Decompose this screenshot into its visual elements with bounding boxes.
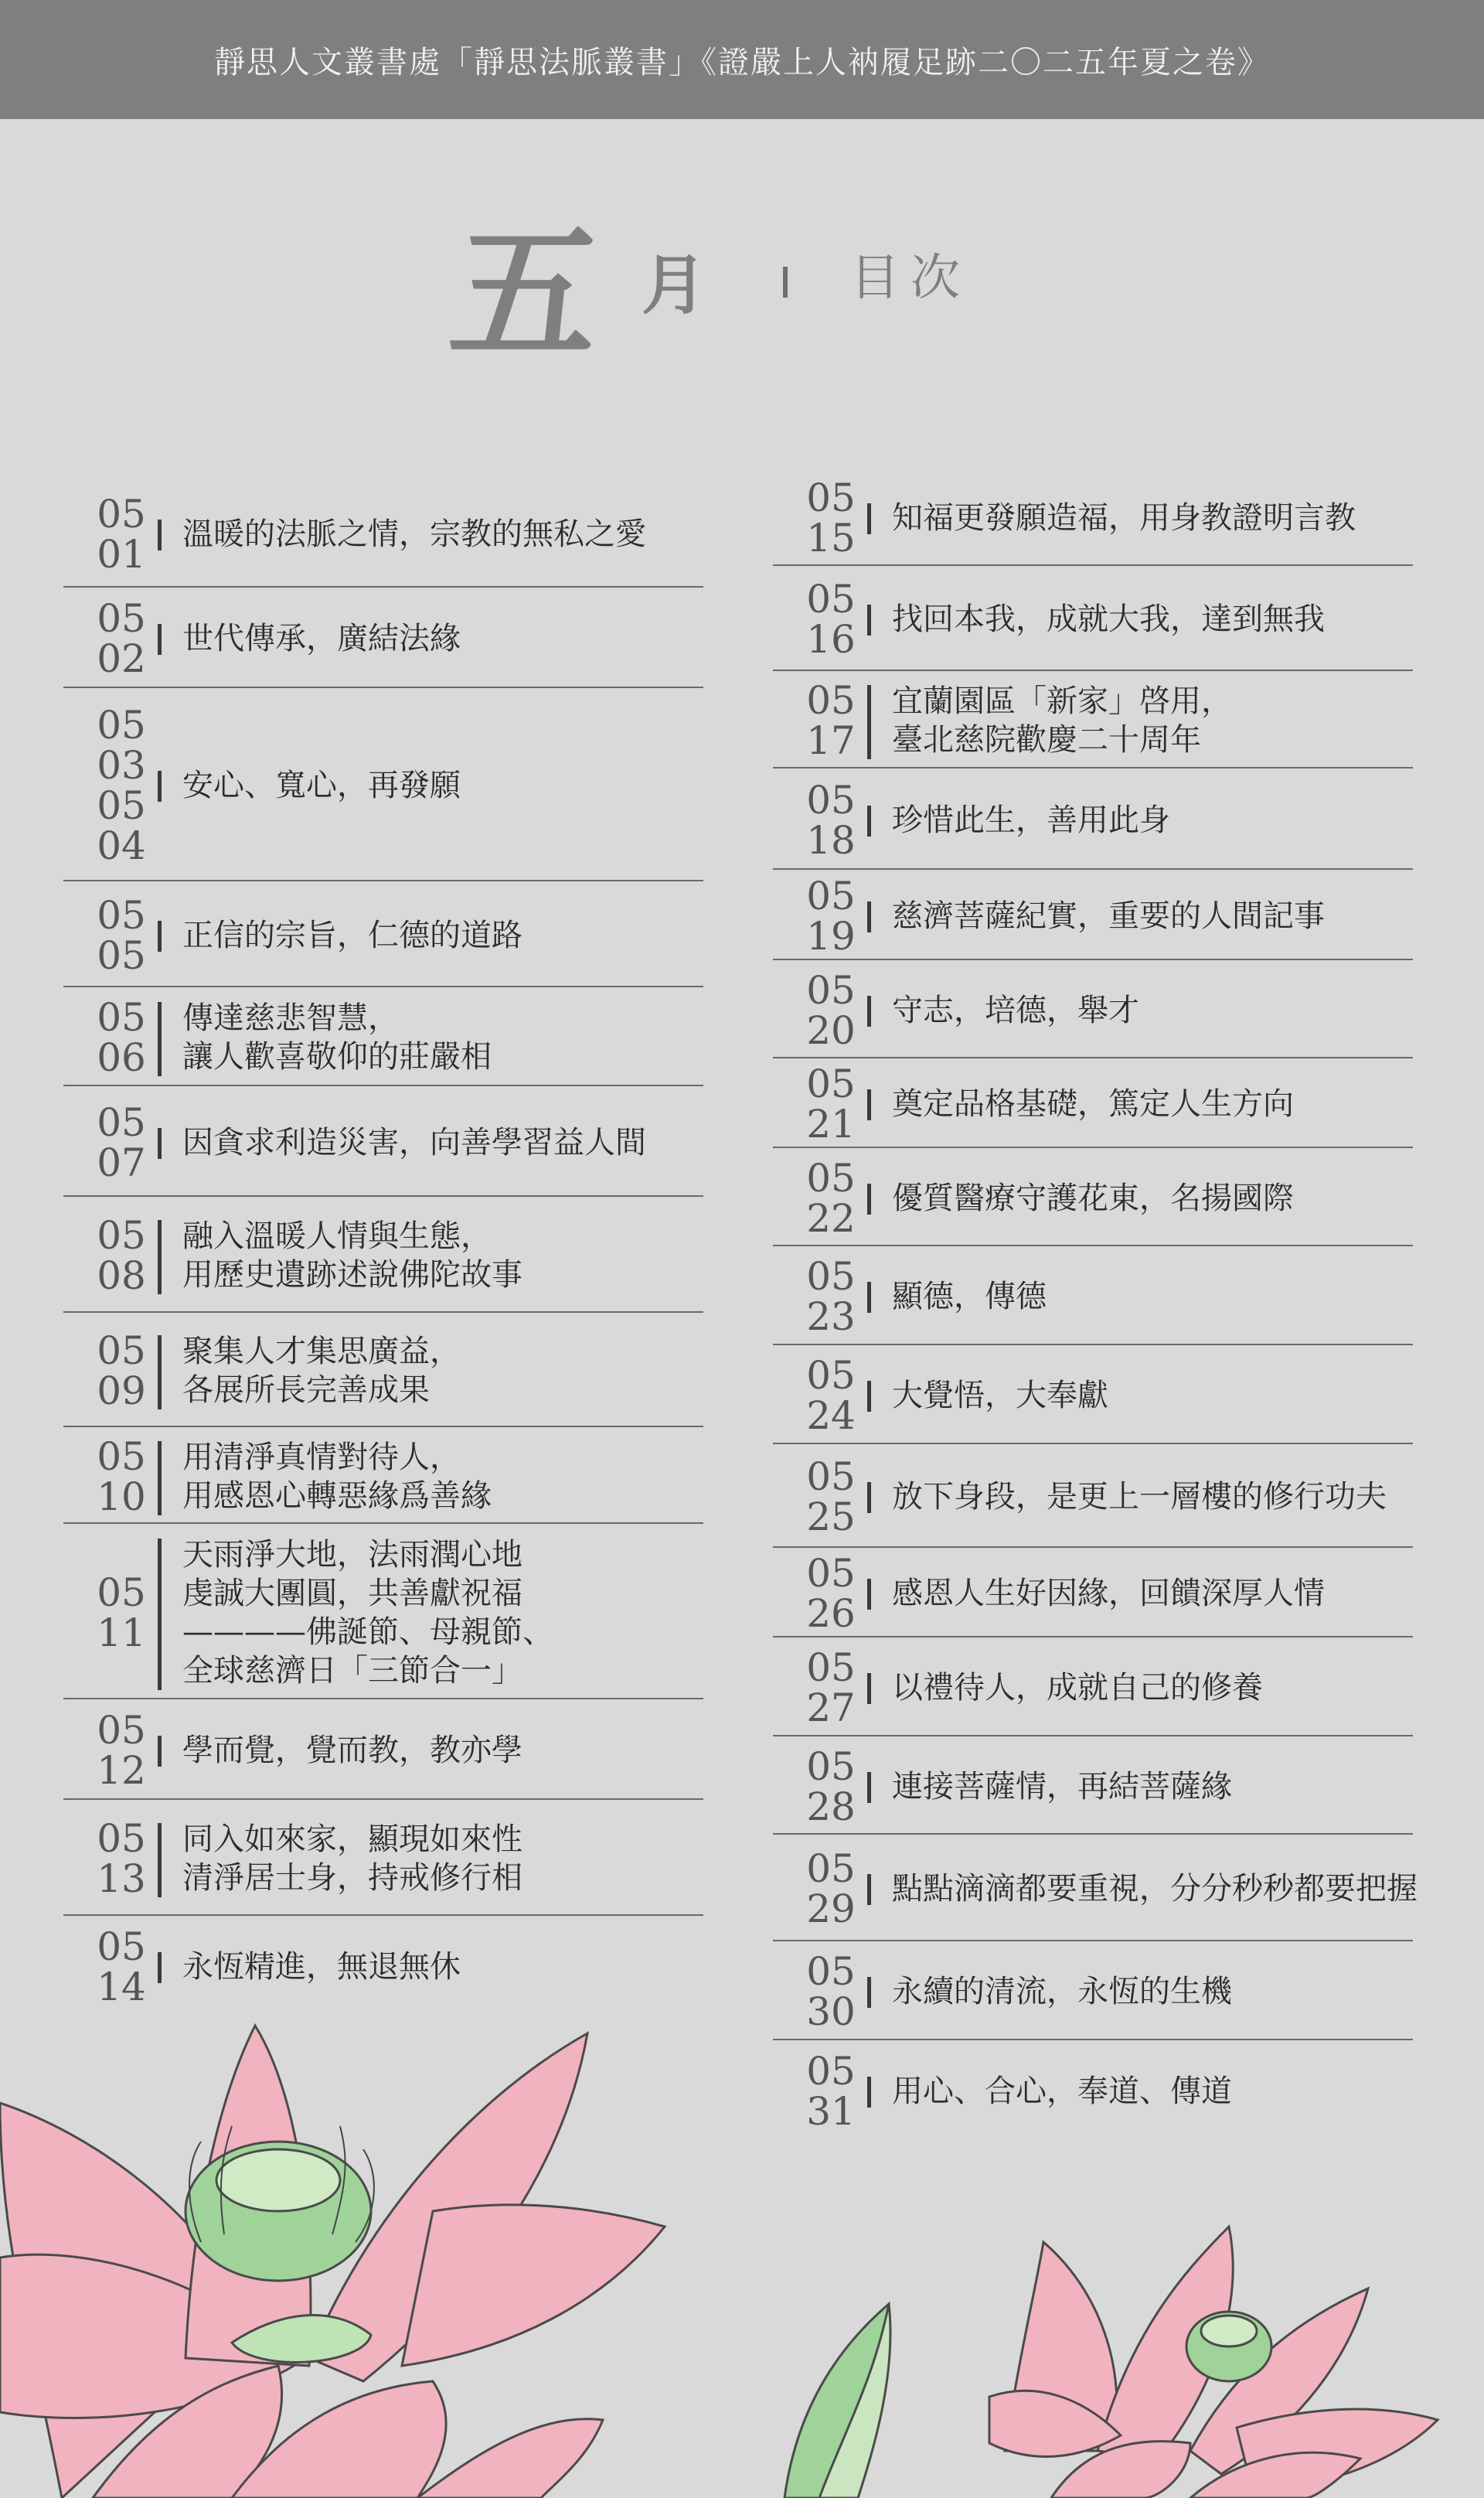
entry-day: 29 (806, 1886, 856, 1931)
entry-month: 05 (97, 1816, 146, 1861)
toc-entry[interactable] (773, 671, 1413, 768)
entry-title (182, 1217, 727, 1294)
toc-entry[interactable] (773, 1736, 1413, 1835)
entry-month: 05 (806, 1551, 856, 1596)
entry-date (94, 1818, 148, 1899)
entry-month: 05 (806, 777, 856, 823)
entry-month: 05 (97, 1708, 146, 1753)
entry-month: 05 (97, 492, 146, 537)
entry-title (892, 1869, 1436, 1908)
entry-title-line: 知福更發願造福，用身教證明言教 (892, 499, 1356, 536)
entry-divider (867, 1089, 871, 1120)
entry-title-line: 連接菩薩情，再結菩薩緣 (892, 1768, 1232, 1804)
entry-day: 01 (97, 532, 146, 577)
series-title: 靜思人文叢書處「靜思法脈叢書」《證嚴上人衲履足跡二〇二五年夏之卷》 (214, 44, 1270, 80)
entry-month: 05 (806, 1254, 856, 1299)
entry-month: 05 (806, 1645, 856, 1690)
toc-entry[interactable] (63, 1313, 703, 1427)
entry-day: 26 (806, 1591, 856, 1636)
entry-title (892, 2072, 1436, 2111)
entry-title (892, 1477, 1436, 1516)
entry-title (182, 1332, 727, 1409)
toc-label: 目次 (850, 250, 971, 307)
entry-title-line: 永續的清流，永恆的生機 (892, 1974, 1232, 2009)
entry-title-line: 聚集人才集思廣益， (182, 1334, 461, 1369)
entry-divider (867, 1381, 871, 1412)
entry-title (892, 801, 1436, 840)
entry-title-line: 傳達慈悲智慧， (182, 1000, 399, 1036)
entry-day: 21 (806, 1102, 856, 1147)
entry-month: 05 (97, 783, 146, 828)
entry-title-line: 學而覺，覺而教，教亦學 (182, 1733, 522, 1768)
entry-title (892, 1376, 1436, 1415)
entry-divider (867, 1579, 871, 1610)
entry-title (892, 1179, 1436, 1218)
entry-divider (158, 1335, 162, 1409)
entry-month: 05 (97, 995, 146, 1040)
toc-entry[interactable] (63, 1916, 703, 2016)
toc-entry[interactable] (63, 987, 703, 1086)
entry-month: 05 (806, 1062, 856, 1106)
entry-day: 11 (97, 1610, 146, 1655)
entry-date (804, 1454, 858, 1539)
toc-entry[interactable] (773, 960, 1413, 1058)
entry-day: 02 (97, 636, 146, 681)
month-character: 五 (443, 207, 608, 380)
entry-title (892, 1767, 1436, 1806)
entry-divider (158, 624, 162, 655)
entry-title-line: 珍惜此生，善用此身 (892, 802, 1170, 838)
entry-title-line: 顯德，傳德 (892, 1279, 1047, 1314)
entry-title (182, 766, 727, 805)
entry-day: 22 (806, 1195, 856, 1241)
toc-entry[interactable] (773, 1058, 1413, 1148)
entry-month: 05 (806, 1454, 856, 1499)
entry-title (892, 1085, 1436, 1123)
entry-month: 05 (97, 1569, 146, 1615)
toc-entry[interactable] (773, 566, 1413, 671)
entry-date (804, 1256, 858, 1337)
entry-date (804, 475, 858, 561)
entry-date (804, 1846, 858, 1931)
entry-divider (158, 1539, 162, 1690)
entry-title-line: 守志，培德，舉才 (892, 992, 1139, 1028)
entry-divider (867, 685, 871, 759)
entry-date (94, 492, 148, 577)
entry-title-line: 用清淨真情對待人， (182, 1439, 461, 1475)
entry-day: 13 (97, 1856, 146, 1901)
entry-divider (867, 1184, 871, 1215)
entry-month: 05 (97, 892, 146, 938)
entry-divider (867, 1977, 871, 2008)
lotus-bud-icon (785, 2304, 890, 2498)
entry-title-line: 讓人歡喜敬仰的莊嚴相 (182, 1039, 492, 1075)
toc-entry[interactable] (63, 1524, 703, 1699)
entry-date (94, 1328, 148, 1413)
entry-title-line: 以禮待人，成就自己的修養 (892, 1670, 1263, 1706)
entry-divider (867, 1772, 871, 1803)
entry-day: 14 (97, 1965, 146, 2009)
entry-title-line: 用心、合心，奉道、傳道 (892, 2074, 1232, 2109)
entry-date (94, 1099, 148, 1185)
entry-day: 12 (97, 1748, 146, 1793)
entry-title-line: 清淨居士身，持戒修行相 (182, 1860, 522, 1896)
entry-day: 25 (806, 1494, 856, 1539)
entry-title-line: 大覺悟，大奉獻 (892, 1378, 1108, 1413)
entry-divider (158, 1736, 162, 1767)
entry-title (182, 1731, 727, 1770)
entry-title (182, 515, 727, 554)
entry-title-line: 溫暖的法脈之情，宗教的無私之愛 (182, 516, 646, 552)
toc-entry[interactable] (773, 870, 1413, 960)
entry-day: 15 (806, 515, 856, 561)
entry-title (892, 1972, 1436, 2011)
lotus-stamen-icon (189, 2126, 374, 2242)
entry-title (892, 897, 1436, 935)
entry-title-line: 永恆精進，無退無休 (182, 1949, 461, 1985)
entry-day: 20 (806, 1007, 856, 1053)
entry-title-line: 優質醫療守護花東，名揚國際 (892, 1180, 1294, 1216)
entry-day: 16 (806, 617, 856, 662)
entry-day: 28 (806, 1784, 856, 1829)
entry-title (892, 499, 1436, 537)
title-separator (783, 267, 788, 298)
entry-date (804, 1951, 858, 2032)
entry-day: 17 (806, 718, 856, 763)
entry-date (804, 777, 858, 863)
entry-month: 05 (806, 1155, 856, 1201)
entry-date (804, 1553, 858, 1634)
entry-divider (867, 605, 871, 636)
entry-divider (158, 520, 162, 550)
entry-title-line: 正信的宗旨，仁德的道路 (182, 917, 522, 953)
entry-divider (867, 1673, 871, 1704)
toc-entry[interactable] (63, 588, 703, 688)
toc-entry[interactable] (63, 1699, 703, 1800)
entry-month: 05 (806, 873, 856, 918)
toc-entry[interactable] (773, 1548, 1413, 1638)
entry-day: 30 (806, 1989, 856, 2034)
entry-month: 05 (806, 2049, 856, 2094)
toc-entry[interactable] (773, 1444, 1413, 1548)
entry-title-line: 安心、寬心，再發願 (182, 768, 461, 803)
toc-entry[interactable] (773, 1835, 1418, 1941)
entry-month: 05 (806, 678, 856, 723)
toc-entry[interactable] (773, 1941, 1413, 2040)
entry-divider (158, 1441, 162, 1515)
small-lotus-icon (989, 2227, 1438, 2498)
entry-day: 23 (806, 1294, 856, 1339)
large-lotus-icon (0, 2026, 665, 2498)
entry-title-line: 感恩人生好因緣，回饋深厚人情 (892, 1576, 1325, 1611)
entry-date (94, 997, 148, 1078)
entry-month: 05 (806, 967, 856, 1013)
entry-divider (867, 503, 871, 534)
entry-date (804, 680, 858, 761)
entry-title-line: 因貪求利造災害，向善學習益人間 (182, 1124, 646, 1160)
entry-day: 18 (806, 817, 856, 863)
toc-entry[interactable] (63, 1800, 703, 1916)
entry-title (182, 999, 727, 1076)
toc-entry[interactable] (63, 1197, 703, 1313)
entry-title-line: 同入如來家，顯現如來性 (182, 1822, 522, 1857)
toc-entry[interactable] (773, 1638, 1413, 1736)
entry-day: 19 (806, 913, 856, 959)
toc-entry[interactable] (773, 1148, 1413, 1246)
entry-title (892, 1277, 1436, 1316)
entry-month: 05 (97, 703, 146, 748)
entry-title (892, 682, 1436, 759)
entry-date (94, 1924, 148, 2009)
entry-date (804, 1062, 858, 1147)
entry-month: 05 (97, 1213, 146, 1258)
entry-date (94, 598, 148, 679)
entry-title (182, 1948, 727, 1986)
toc-entry[interactable] (773, 468, 1413, 566)
entry-date (804, 577, 858, 662)
entry-title-line: 臺北慈院歡慶二十周年 (892, 722, 1201, 758)
entry-divider (867, 806, 871, 837)
entry-month: 05 (97, 1433, 146, 1479)
entry-divider (158, 1128, 162, 1159)
entry-divider (158, 1952, 162, 1983)
entry-title-line: ————佛誕節、母親節、 (182, 1614, 553, 1650)
entry-title-line: 融入溫暖人情與生態， (182, 1218, 492, 1254)
entry-title-line: 找回本我，成就大我，達到無我 (892, 601, 1325, 637)
entry-title-line: 用歷史遺跡述說佛陀故事 (182, 1257, 522, 1293)
entry-day: 27 (806, 1685, 856, 1730)
entry-title-line: 點點滴滴都要重視，分分秒秒都要把握 (892, 1871, 1418, 1907)
entry-date (94, 1433, 148, 1519)
entry-date (94, 1569, 148, 1655)
entry-title (892, 1668, 1436, 1707)
entry-month: 05 (806, 577, 856, 622)
entry-day: 09 (97, 1368, 146, 1413)
entry-divider (867, 1282, 871, 1313)
entry-date (804, 1355, 858, 1436)
entry-title-line: 天雨淨大地，法雨潤心地 (182, 1536, 522, 1573)
entry-date (804, 967, 858, 1053)
entry-date (804, 1155, 858, 1241)
entry-title (892, 991, 1436, 1030)
toc-entry[interactable] (63, 688, 703, 881)
entry-date (94, 1710, 148, 1791)
entry-day: 07 (97, 1140, 146, 1185)
entry-divider (158, 1220, 162, 1294)
entry-title-line: 宜蘭園區「新家」啓用， (892, 683, 1232, 719)
entry-date (94, 892, 148, 978)
entry-day: 04 (97, 823, 146, 868)
toc-entry[interactable] (773, 1246, 1413, 1345)
entry-divider (158, 1823, 162, 1897)
entry-divider (867, 1482, 871, 1513)
entry-month: 05 (806, 1743, 856, 1789)
entry-divider (867, 1874, 871, 1905)
entry-title-line: 虔誠大團圓，共善獻祝福 (182, 1575, 522, 1611)
entry-month: 05 (806, 1353, 856, 1398)
entry-month: 05 (806, 475, 856, 520)
entry-title-line: 用感恩心轉惡緣爲善緣 (182, 1477, 492, 1514)
entry-title (182, 1123, 727, 1162)
entry-month: 05 (806, 1846, 856, 1891)
entry-title-line: 放下身段，是更上一層樓的修行功夫 (892, 1479, 1387, 1515)
entry-date (94, 705, 148, 866)
entry-date (804, 873, 858, 959)
entry-date (804, 1743, 858, 1829)
entry-divider (158, 771, 162, 802)
entry-divider (867, 901, 871, 932)
toc-entry[interactable] (63, 1427, 703, 1524)
entry-title-line: 慈濟菩薩紀實，重要的人間記事 (892, 898, 1325, 934)
toc-entry[interactable] (773, 1345, 1413, 1444)
series-header-bar (0, 0, 1484, 119)
entry-day: 08 (97, 1253, 146, 1298)
entry-title (182, 1438, 727, 1515)
entry-month: 05 (806, 1949, 856, 1994)
entry-date (804, 2051, 858, 2132)
entry-date (804, 1645, 858, 1730)
entry-month: 05 (97, 596, 146, 641)
toc-entry[interactable] (773, 2040, 1413, 2141)
entry-title (182, 1820, 727, 1897)
entry-title-line: 世代傳承，廣結法緣 (182, 621, 461, 656)
toc-entry[interactable] (63, 881, 703, 987)
entry-divider (867, 996, 871, 1027)
entry-title (892, 1574, 1436, 1613)
entry-title (182, 1535, 727, 1690)
entry-title (892, 600, 1436, 639)
toc-entry[interactable] (63, 1086, 703, 1197)
entry-title-line: 各展所長完善成果 (182, 1372, 430, 1408)
entry-title (182, 619, 727, 658)
entry-month: 05 (97, 1099, 146, 1145)
entry-divider (158, 1002, 162, 1076)
entry-title-line: 奠定品格基礎，篤定人生方向 (892, 1086, 1294, 1122)
toc-entry[interactable] (63, 479, 703, 588)
month-suffix: 月 (642, 247, 707, 323)
toc-entry[interactable] (773, 768, 1413, 870)
entry-day: 03 (97, 743, 146, 788)
entry-month: 05 (97, 1924, 146, 1969)
entry-day: 24 (806, 1393, 856, 1438)
entry-title (182, 916, 727, 955)
entry-day: 10 (97, 1474, 146, 1519)
entry-divider (158, 921, 162, 952)
entry-divider (867, 2077, 871, 2108)
entry-day: 06 (97, 1035, 146, 1080)
entry-title-line: 全球慈濟日「三節合一」 (182, 1652, 522, 1689)
entry-month: 05 (97, 1328, 146, 1373)
entry-day: 31 (806, 2089, 856, 2134)
entry-day: 05 (97, 932, 146, 978)
entry-date (94, 1215, 148, 1296)
